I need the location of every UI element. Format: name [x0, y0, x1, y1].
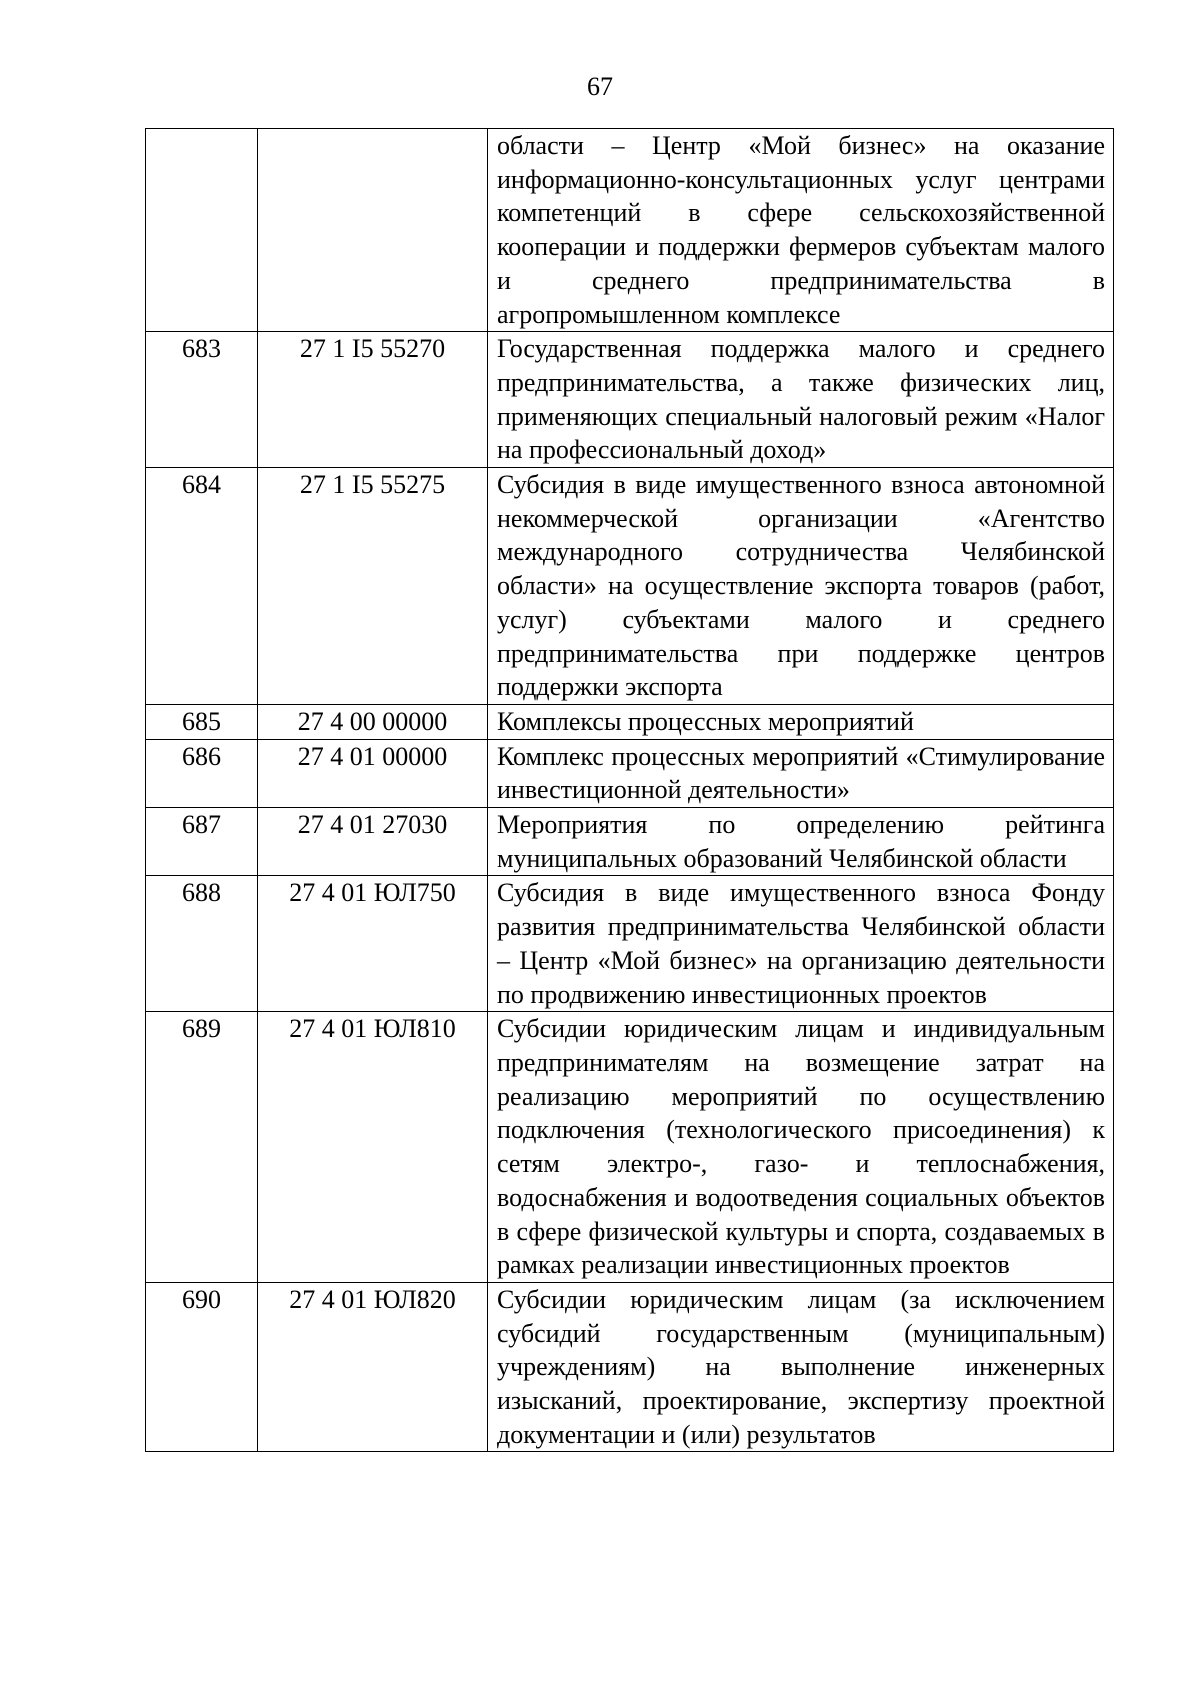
row-number: 688: [146, 876, 258, 1012]
table-row: [146, 704, 1114, 739]
article-name: Комплексы процессных мероприятий: [488, 704, 1114, 739]
table-row: [146, 129, 1114, 332]
row-number: 685: [146, 704, 258, 739]
target-article-code: 27 4 01 00000: [258, 739, 488, 807]
table-row: [146, 1012, 1114, 1283]
article-name: Субсидии юридическим лицам (за исключением субсидий государственным (муниципальным) учреждениям) на выполнение инженерных изысканий, проектирование, экспертизу проектной документации и (или) результатов: [488, 1282, 1114, 1452]
page-number: 67: [587, 72, 613, 101]
row-number: 684: [146, 468, 258, 705]
table-row: [146, 808, 1114, 876]
row-number: [146, 129, 258, 332]
article-name: Мероприятия по определению рейтинга муниципальных образований Челябинской области: [488, 808, 1114, 876]
row-number: 689: [146, 1012, 258, 1283]
target-article-code: [258, 129, 488, 332]
row-number: 687: [146, 808, 258, 876]
table-row: [146, 468, 1114, 705]
target-article-code: 27 4 00 00000: [258, 704, 488, 739]
target-article-code: 27 4 01 27030: [258, 808, 488, 876]
article-name: Субсидия в виде имущественного взноса Фонду развития предпринимательства Челябинской области – Центр «Мой бизнес» на организацию деятельности по продвижению инвестиционных проектов: [488, 876, 1114, 1012]
target-article-code: 27 1 I5 55270: [258, 332, 488, 468]
target-article-code: 27 4 01 ЮЛ810: [258, 1012, 488, 1283]
table-row: [146, 739, 1114, 807]
article-name: области – Центр «Мой бизнес» на оказание информационно-консультационных услуг центрами компетенций в сфере сельскохозяйственной кооперации и поддержки фермеров субъектам малого и среднего предпринимательства в агропромышленном комплексе: [488, 129, 1114, 332]
target-article-code: 27 1 I5 55275: [258, 468, 488, 705]
article-name: Субсидии юридическим лицам и индивидуальным предпринимателям на возмещение затрат на реализацию мероприятий по осуществлению подключения (технологического присоединения) к сетям электро-, газо- и теплоснабжения, водоснабжения и водоотведения социальных объектов в сфере физической культуры и спорта, создаваемых в рамках реализации инвестиционных проектов: [488, 1012, 1114, 1283]
target-article-code: 27 4 01 ЮЛ820: [258, 1282, 488, 1452]
row-number: 690: [146, 1282, 258, 1452]
budget-classification-table: [145, 128, 1114, 1452]
table-row: [146, 876, 1114, 1012]
table-row: [146, 1282, 1114, 1452]
table-row: [146, 332, 1114, 468]
article-name: Комплекс процессных мероприятий «Стимулирование инвестиционной деятельности»: [488, 739, 1114, 807]
article-name: Субсидия в виде имущественного взноса автономной некоммерческой организации «Агентство международного сотрудничества Челябинской области» на осуществление экспорта товаров (работ, услуг) субъектами малого и среднего предпринимательства при поддержке центров поддержки экспорта: [488, 468, 1114, 705]
row-number: 686: [146, 739, 258, 807]
article-name: Государственная поддержка малого и среднего предпринимательства, а также физических лиц, применяющих специальный налоговый режим «Налог на профессиональный доход»: [488, 332, 1114, 468]
row-number: 683: [146, 332, 258, 468]
target-article-code: 27 4 01 ЮЛ750: [258, 876, 488, 1012]
